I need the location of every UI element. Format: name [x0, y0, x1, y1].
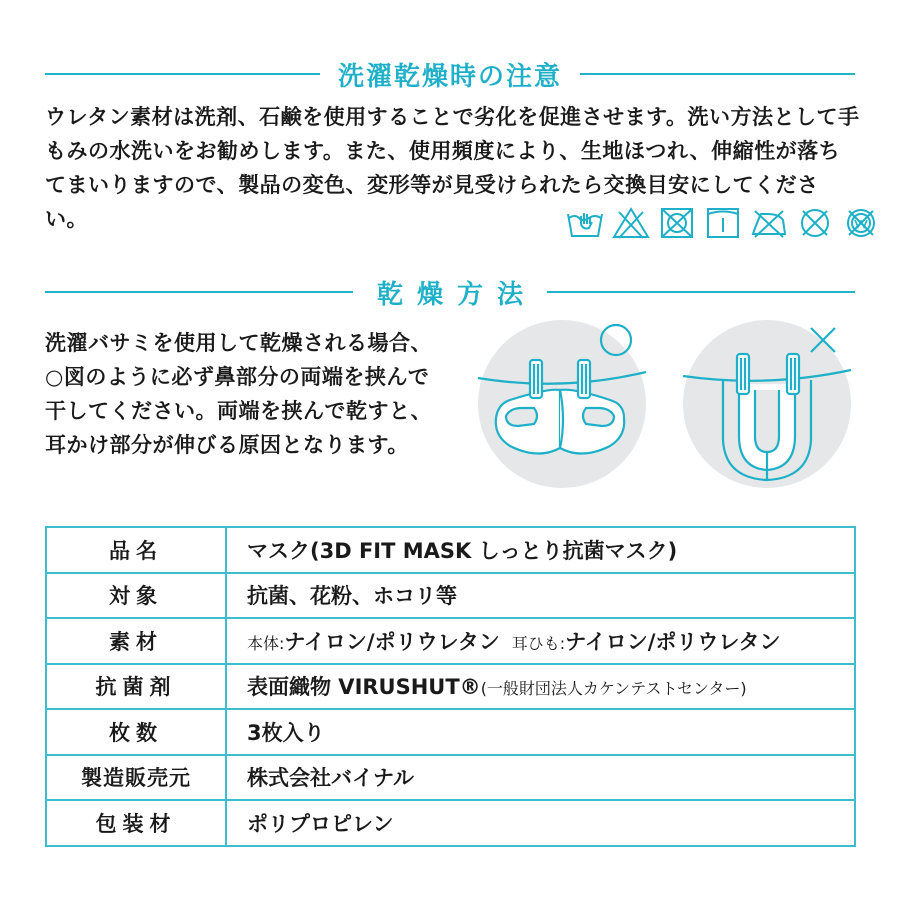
clothesline	[478, 372, 646, 384]
hand-wash-icon	[565, 206, 605, 240]
spec-label: 枚数	[46, 709, 226, 755]
no-wet-clean-icon	[841, 206, 881, 240]
table-row	[46, 664, 855, 710]
table-row	[46, 573, 855, 619]
drying-method-title: 乾燥方法	[377, 279, 538, 310]
material-body-value: ナイロン/ポリウレタン	[284, 629, 500, 654]
spec-label: 製造販売元	[46, 755, 226, 801]
spec-value: 株式会社バイナル	[226, 755, 855, 801]
wrong-drying-illustration	[683, 320, 851, 488]
care-icon-row	[565, 206, 881, 240]
correct-mark-icon	[601, 325, 631, 355]
wrong-mark-icon	[811, 328, 835, 352]
spec-label: 素材	[46, 618, 226, 664]
product-spec-table	[45, 526, 856, 847]
material-earloop-value: ナイロン/ポリウレタン	[565, 629, 781, 654]
table-row	[46, 709, 855, 755]
antibacterial-note: (一般財団法人カケンテストセンター)	[480, 679, 747, 699]
header-rule-left	[45, 73, 320, 75]
spec-value: マスク(3D FIT MASK しっとり抗菌マスク)	[226, 527, 855, 573]
spec-value-material	[226, 618, 855, 664]
spec-label: 抗菌剤	[46, 664, 226, 710]
spec-value-antibacterial	[226, 664, 855, 710]
spec-value: ポリプロピレン	[226, 800, 855, 846]
drying-method-text: 洗濯バサミを使用して乾燥される場合、○図のように必ず鼻部分の両端を挟んで干してください。両端を挟んで乾すと、耳かけ部分が伸びる原因となります。	[45, 331, 432, 457]
no-tumble-dry-icon	[657, 206, 697, 240]
spec-value: 抗菌、花粉、ホコリ等	[226, 573, 855, 619]
material-body-prefix: 本体:	[247, 633, 285, 653]
care-caution-text: ウレタン素材は洗剤、石鹸を使用することで劣化を促進させます。洗い方法として手もみの水洗いをお勧めします。また、使用頻度により、生地ほつれ、伸縮性が落ちてまいりますので、製品の変色、変形等が見受けられたら交換目安にしてください。	[45, 105, 860, 231]
header-rule-right	[547, 291, 855, 293]
antibacterial-agent: 表面織物 VIRUSHUT®	[247, 675, 481, 700]
spec-label: 品名	[46, 527, 226, 573]
header-rule-left	[45, 291, 353, 293]
spec-label: 対象	[46, 573, 226, 619]
table-row	[46, 527, 855, 573]
table-row	[46, 755, 855, 801]
no-iron-icon	[749, 206, 789, 240]
drip-dry-icon	[703, 206, 743, 240]
care-caution-title: 洗濯乾燥時の注意	[338, 61, 563, 92]
spec-label: 包装材	[46, 800, 226, 846]
no-dry-clean-icon	[795, 206, 835, 240]
material-earloop-prefix: 耳ひも:	[511, 633, 566, 653]
table-row	[46, 800, 855, 846]
spec-value: 3枚入り	[226, 709, 855, 755]
header-rule-right	[580, 73, 855, 75]
no-bleach-icon	[611, 206, 651, 240]
clothesline	[683, 370, 851, 381]
table-row	[46, 618, 855, 664]
correct-drying-illustration	[478, 320, 646, 488]
drying-method-header	[45, 272, 855, 312]
care-caution-header	[45, 54, 855, 94]
